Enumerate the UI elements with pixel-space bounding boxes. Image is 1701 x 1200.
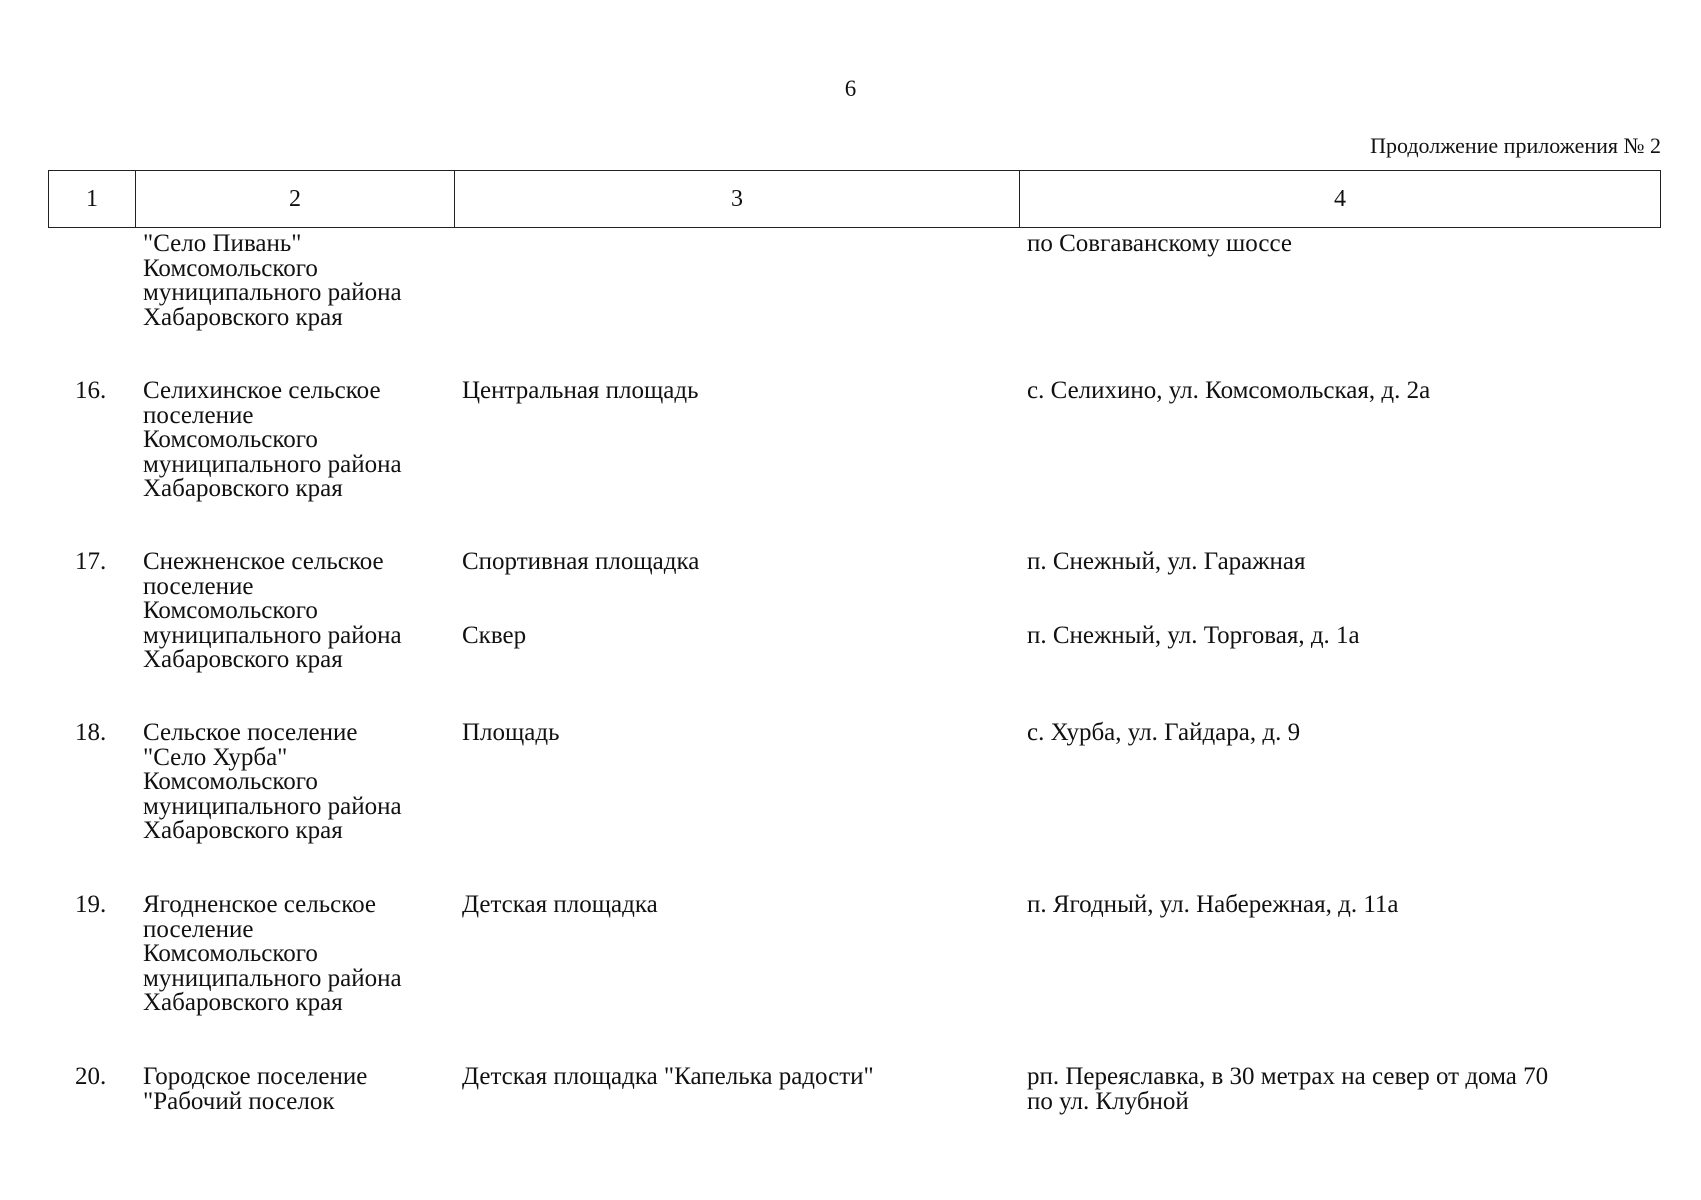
row-number: 19. — [75, 891, 107, 918]
settlement-name-line: Селихинское сельское — [143, 377, 381, 404]
settlement-name-line: муниципального района — [143, 279, 402, 306]
settlement-name-line: муниципального района — [143, 792, 402, 820]
object-item: Спортивная площадка — [462, 548, 700, 575]
row-number: 16. — [75, 377, 107, 404]
settlement-name-line: Сельское поселение — [143, 719, 358, 746]
settlement-name-line: Комсомольского — [143, 597, 318, 624]
settlement-name — [143, 721, 463, 844]
settlement-name-line: Хабаровского края — [143, 817, 343, 844]
header-col-4: 4 — [1334, 185, 1346, 212]
settlement-name-line: Комсомольского — [143, 426, 318, 453]
settlement-name-line: Хабаровского края — [143, 646, 343, 673]
settlement-name-line: Комсомольского — [143, 940, 318, 967]
address-item — [1027, 721, 1300, 746]
address-item — [1027, 624, 1360, 649]
address-line: п. Снежный, ул. Торговая, д. 1а — [1027, 622, 1360, 649]
settlement-name-line: "Село Хурба" — [143, 743, 288, 771]
object-item: Площадь — [462, 719, 560, 746]
settlement-name — [143, 893, 463, 1016]
page-number: 6 — [844, 76, 857, 101]
header-col-2: 2 — [136, 171, 455, 227]
settlement-name — [143, 379, 463, 502]
settlement-name-line: Хабаровского края — [143, 475, 343, 502]
address-line: по ул. Клубной — [1027, 1087, 1189, 1115]
address-item — [1027, 379, 1430, 404]
address-line: с. Селихино, ул. Комсомольская, д. 2а — [1027, 377, 1431, 404]
settlement-name-line: муниципального района — [143, 964, 402, 992]
address-item — [1027, 1065, 1548, 1114]
address-item — [1027, 232, 1292, 257]
address-line: п. Снежный, ул. Гаражная — [1027, 548, 1306, 575]
settlement-name — [143, 1065, 463, 1114]
settlement-name — [143, 550, 463, 673]
settlement-name-line: Ягодненское сельское — [143, 891, 377, 918]
settlement-name-line: Комсомольского — [143, 768, 318, 795]
row-number: 20. — [75, 1063, 107, 1090]
address-item — [1027, 550, 1306, 575]
settlement-name-line: муниципального района — [143, 621, 402, 649]
table-header — [48, 170, 1661, 228]
address-line: по Совгаванскому шоссе — [1027, 230, 1292, 257]
row-number: 17. — [75, 548, 107, 575]
object-item: Детская площадка "Капелька радости" — [462, 1063, 874, 1090]
settlement-name-line: Комсомольского — [143, 254, 318, 282]
settlement-name-line: поселение — [143, 401, 254, 429]
object-item: Сквер — [462, 622, 527, 649]
address-line: с. Хурба, ул. Гайдара, д. 9 — [1027, 719, 1301, 746]
address-line: п. Ягодный, ул. Набережная, д. 11а — [1027, 891, 1399, 918]
settlement-name-line: "Рабочий поселок — [143, 1087, 335, 1115]
object-item: Центральная площадь — [462, 377, 699, 404]
header-col-1: 1 — [49, 171, 136, 227]
object-item: Детская площадка — [462, 891, 658, 918]
settlement-name-line: Хабаровского края — [143, 989, 343, 1016]
settlement-name-line: муниципального района — [143, 450, 402, 478]
address-item — [1027, 893, 1398, 918]
settlement-name-line: Хабаровского края — [143, 303, 343, 331]
settlement-name-line: "Село Пивань" — [143, 230, 302, 257]
settlement-name — [143, 232, 463, 330]
settlement-name-line: поселение — [143, 915, 254, 943]
settlement-name-line: Городское поселение — [143, 1063, 368, 1090]
address-line: рп. Переяславка, в 30 метрах на север от дома 70 — [1027, 1063, 1549, 1090]
settlement-name-line: Снежненское сельское — [143, 548, 384, 575]
appendix-continuation-note: Продолжение приложения № 2 — [1370, 133, 1661, 158]
header-col-3: 3 — [455, 171, 1020, 227]
row-number: 18. — [75, 719, 107, 746]
settlement-name-line: поселение — [143, 572, 254, 600]
